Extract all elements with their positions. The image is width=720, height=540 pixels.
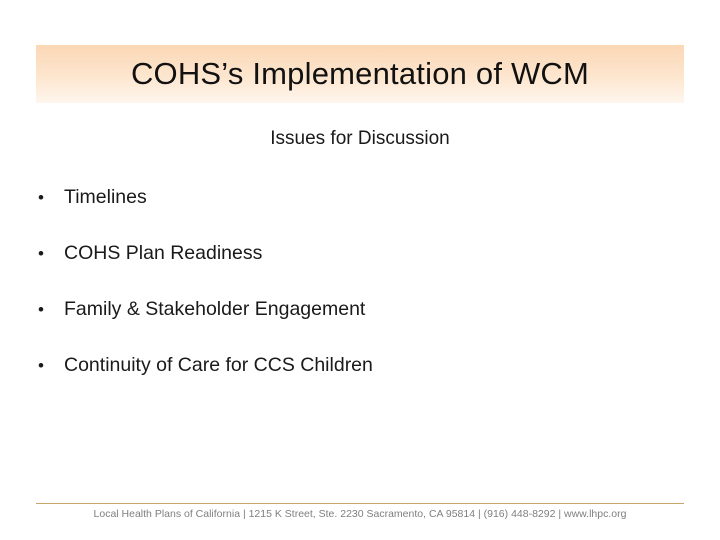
- bullet-text: Timelines: [64, 185, 147, 208]
- bullet-list: [38, 183, 373, 407]
- bullet-item-continuity-of-care: [38, 351, 373, 379]
- bullet-item-engagement: [38, 295, 373, 323]
- bullet-text: Family & Stakeholder Engagement: [64, 297, 366, 320]
- bullet-item-timelines: [38, 183, 373, 211]
- slide-subtitle: Issues for Discussion: [270, 128, 450, 149]
- title-band: [36, 45, 684, 103]
- footer-divider: [36, 503, 684, 504]
- bullet-icon: •: [38, 187, 44, 207]
- bullet-text: COHS Plan Readiness: [64, 241, 263, 264]
- bullet-icon: •: [38, 243, 44, 263]
- bullet-item-plan-readiness: [38, 239, 373, 267]
- slide-title: COHS’s Implementation of WCM: [130, 56, 590, 91]
- bullet-icon: •: [38, 299, 44, 319]
- footer-text: Local Health Plans of California | 1215 K Street, Ste. 2230 Sacramento, CA 95814 | (916) 448-8292 | www.lhpc.org: [93, 508, 627, 520]
- bullet-text: Continuity of Care for CCS Children: [64, 353, 373, 376]
- bullet-icon: •: [38, 355, 44, 375]
